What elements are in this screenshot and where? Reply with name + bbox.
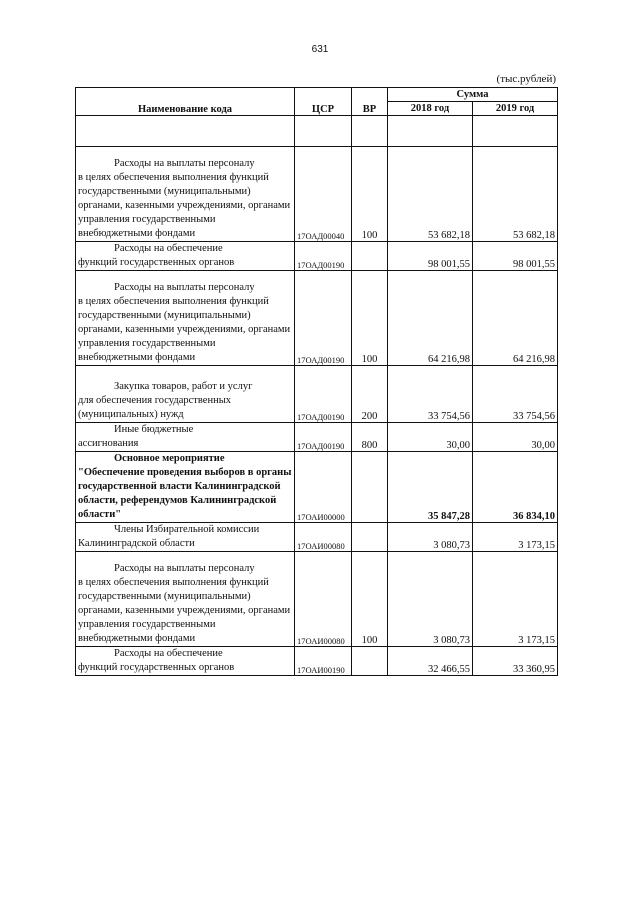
- row-name-first-line: Иные бюджетные: [114, 424, 194, 435]
- row-sum-2019: 3 173,15: [473, 523, 558, 552]
- budget-table: [75, 87, 558, 676]
- row-name-first-line: Основное мероприятие: [114, 453, 225, 464]
- table-row: [76, 452, 558, 523]
- header-sum: Сумма: [388, 88, 558, 102]
- table-row: [76, 552, 558, 647]
- row-csr: 17ОАИ00190: [295, 647, 352, 676]
- table-row: [76, 523, 558, 552]
- row-csr: 17ОАИ00000: [295, 452, 352, 523]
- row-sum-2018: 3 080,73: [388, 552, 473, 647]
- header-vr: ВР: [352, 88, 388, 116]
- row-sum-2018: 35 847,28: [388, 452, 473, 523]
- page-number: 631: [311, 44, 329, 55]
- header-csr: ЦСР: [295, 88, 352, 116]
- row-sum-2018: 64 216,98: [388, 271, 473, 366]
- row-vr: 100: [352, 271, 388, 366]
- row-sum-2018: 3 080,73: [388, 523, 473, 552]
- row-name-rest: в целях обеспечения выполнения функций государственными (муниципальными) органами, казенными учреждениями, органами управления государственными внебюджетными фондами: [78, 172, 291, 239]
- row-name-first-line: Члены Избирательной комиссии: [114, 524, 260, 535]
- row-sum-2018: 53 682,18: [388, 147, 473, 242]
- row-sum-2019: 3 173,15: [473, 552, 558, 647]
- row-vr: 100: [352, 147, 388, 242]
- table-row: [76, 242, 558, 271]
- table-row: [76, 271, 558, 366]
- row-name: [76, 552, 295, 647]
- header-2019: 2019 год: [473, 102, 558, 116]
- row-csr: 17ОАИ00080: [295, 552, 352, 647]
- row-sum-2019: 36 834,10: [473, 452, 558, 523]
- row-vr: [352, 242, 388, 271]
- row-sum-2018: 32 466,55: [388, 647, 473, 676]
- row-vr: [352, 452, 388, 523]
- row-name: [76, 647, 295, 676]
- row-name-rest: в целях обеспечения выполнения функций государственными (муниципальными) органами, казенными учреждениями, органами управления государственными внебюджетными фондами: [78, 296, 291, 363]
- row-csr: 17ОАИ00080: [295, 523, 352, 552]
- row-name-first-line: Расходы на выплаты персоналу: [114, 563, 255, 574]
- row-name: [76, 242, 295, 271]
- row-sum-2019: 98 001,55: [473, 242, 558, 271]
- row-sum-2018: 30,00: [388, 423, 473, 452]
- row-name: [76, 423, 295, 452]
- row-vr: [352, 647, 388, 676]
- row-sum-2019: 33 754,56: [473, 366, 558, 423]
- spacer-row: [76, 116, 558, 147]
- row-sum-2019: 53 682,18: [473, 147, 558, 242]
- row-name-rest: ассигнования: [78, 438, 139, 449]
- row-name: [76, 271, 295, 366]
- header-2018: 2018 год: [388, 102, 473, 116]
- row-vr: 100: [352, 552, 388, 647]
- table-row: [76, 147, 558, 242]
- table-row: [76, 423, 558, 452]
- row-name-first-line: Расходы на выплаты персоналу: [114, 282, 255, 293]
- row-name: [76, 366, 295, 423]
- row-name-rest: в целях обеспечения выполнения функций государственными (муниципальными) органами, казенными учреждениями, органами управления государственными внебюджетными фондами: [78, 577, 291, 644]
- row-sum-2018: 98 001,55: [388, 242, 473, 271]
- units-label: (тыс.рублей): [496, 73, 556, 85]
- row-csr: 17ОАД00190: [295, 423, 352, 452]
- row-vr: 200: [352, 366, 388, 423]
- row-name-first-line: Расходы на обеспечение: [114, 243, 223, 254]
- row-name: [76, 452, 295, 523]
- table-row: [76, 647, 558, 676]
- row-name: [76, 523, 295, 552]
- row-csr: 17ОАД00190: [295, 242, 352, 271]
- row-name-rest: Калининградской области: [78, 538, 195, 549]
- row-sum-2019: 33 360,95: [473, 647, 558, 676]
- table-body: [76, 116, 558, 676]
- row-name-first-line: Закупка товаров, работ и услуг: [114, 381, 253, 392]
- row-vr: 800: [352, 423, 388, 452]
- row-vr: [352, 523, 388, 552]
- row-name-rest: для обеспечения государственных (муниципальных) нужд: [78, 395, 231, 420]
- row-csr: 17ОАД00190: [295, 271, 352, 366]
- row-csr: 17ОАД00190: [295, 366, 352, 423]
- header-name: Наименование кода: [76, 88, 295, 116]
- row-name-first-line: Расходы на выплаты персоналу: [114, 158, 255, 169]
- row-name-rest: "Обеспечение проведения выборов в органы государственной власти Калининградской области, референдумов Калининградской области": [78, 467, 292, 520]
- row-csr: 17ОАД00040: [295, 147, 352, 242]
- row-name-rest: функций государственных органов: [78, 257, 235, 268]
- row-sum-2019: 64 216,98: [473, 271, 558, 366]
- header-row-top: [76, 88, 558, 102]
- row-sum-2018: 33 754,56: [388, 366, 473, 423]
- row-name-rest: функций государственных органов: [78, 662, 235, 673]
- table-row: [76, 366, 558, 423]
- row-name: [76, 147, 295, 242]
- row-sum-2019: 30,00: [473, 423, 558, 452]
- row-name-first-line: Расходы на обеспечение: [114, 648, 223, 659]
